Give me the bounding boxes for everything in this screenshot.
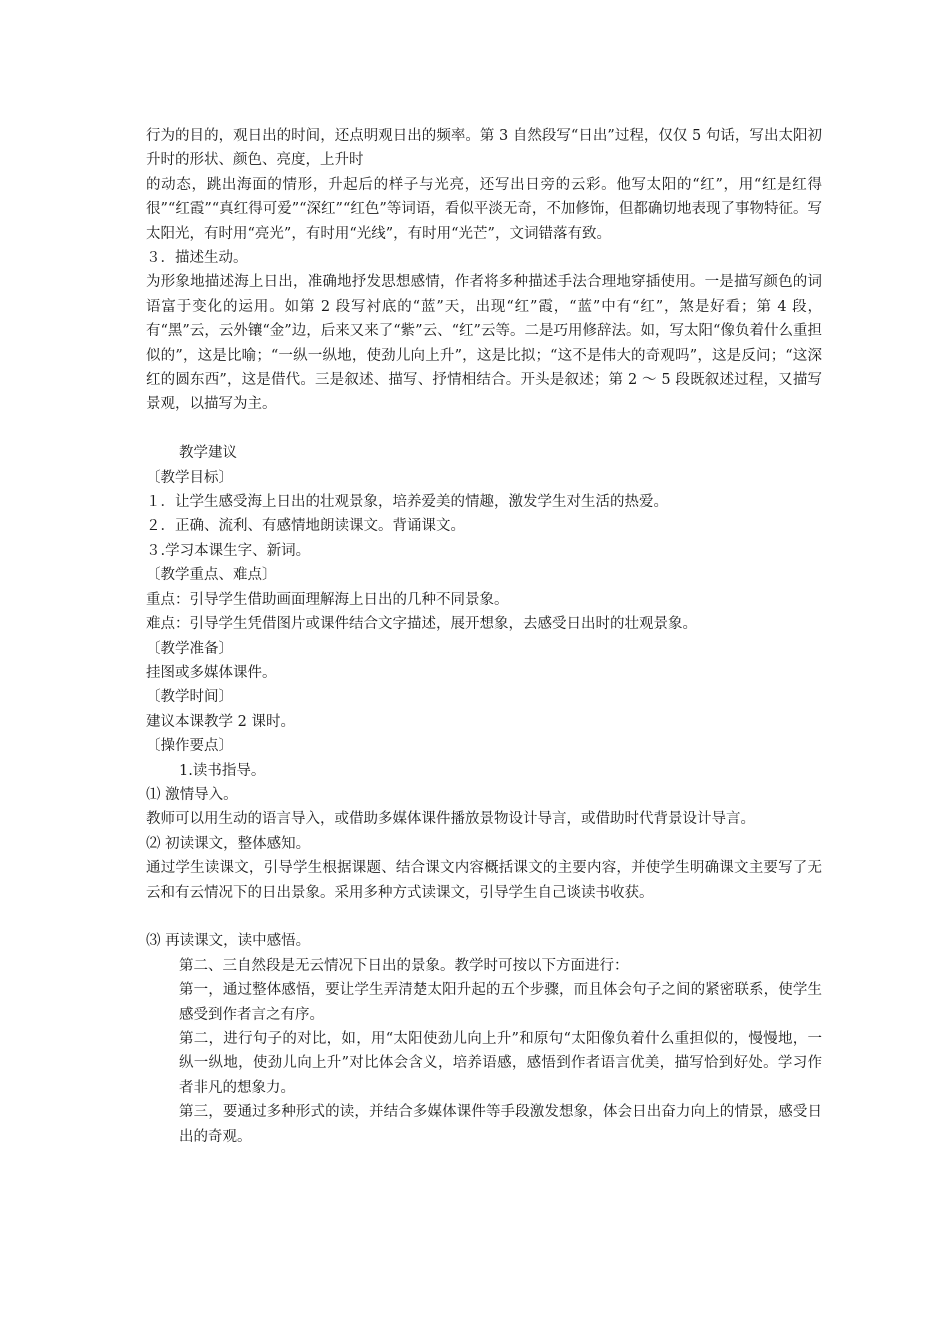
ops-more-item: 第三，要通过多种形式的读，并结合多媒体课件等手段激发想象，体会日出奋力向上的情景，感受日出的奇观。 <box>179 1104 822 1145</box>
ops-item: ⑵ 初读课文，整体感知。 <box>146 835 311 852</box>
ops-heading: 〔操作要点〕 <box>146 738 233 755</box>
ops-more-item: 第一，通过整体感悟，要让学生弄清楚太阳升起的五个步骤，而且体会句子之间的紧密联系，使学生感受到作者言之有序。 <box>179 982 822 1023</box>
ops-title: 1.读书指导。 <box>179 762 266 779</box>
ops-more-heading: ⑶ 再读课文，读中感悟。 <box>146 933 311 950</box>
ops-item: 教师可以用生动的语言导入，或借助多媒体课件播放景物设计导言，或借助时代背景设计导言。 <box>146 811 755 828</box>
keypoint-item: 重点：引导学生借助画面理解海上日出的几种不同景象。 <box>146 591 509 608</box>
spacer <box>146 417 822 441</box>
document-page <box>146 124 822 1149</box>
ops-item: 通过学生读课文，引导学生根据课题、结合课文内容概括课文的主要内容，并使学生明确课文主要写了无云和有云情况下的日出景象。采用多种方式读课文，引导学生自己谈读书收获。 <box>146 860 822 901</box>
goal-item: ２．正确、流利、有感情地朗读课文。背诵课文。 <box>146 518 465 535</box>
paragraph-1: 行为的目的，观日出的时间，还点明观日出的频率。第 3 自然段写“日出”过程，仅仅 5 句话，写出太阳初升时的形状、颜色、亮度，上升时 <box>146 128 822 169</box>
goal-item: １．让学生感受海上日出的壮观景象，培养爱美的情趣，激发学生对生活的热爱。 <box>146 494 668 511</box>
keypoint-item: 难点：引导学生凭借图片或课件结合文字描述，展开想象，去感受日出时的壮观景象。 <box>146 616 697 633</box>
time-text: 建议本课教学 2 课时。 <box>146 713 295 730</box>
prep-text: 挂图或多媒体课件。 <box>146 664 277 681</box>
spacer <box>146 905 822 929</box>
ops-more-item: 第二，进行句子的对比，如，用“太阳使劲儿向上升”和原句“太阳像负着什么重担似的，慢慢地，一纵一纵地，使劲儿向上升”对比体会含义，培养语感，感悟到作者语言优美，描写恰到好处。学习作者非凡的想象力。 <box>179 1031 822 1096</box>
ops-item: ⑴ 激情导入。 <box>146 786 238 803</box>
paragraph-2: 的动态，跳出海面的情形，升起后的样子与光亮，还写出日旁的云彩。他写太阳的“红”，用“红是红得很”“红霞”“真红得可爱”“深红”“红色”等词语，看似平淡无奇，不加修饰，但都确切地表现了事物特征。写太阳光，有时用“亮光”，有时用“光线”，有时用“光芒”，文词错落有致。 <box>146 176 822 242</box>
paragraph-3: 为形象地描述海上日出，准确地抒发思想感情，作者将多种描述手法合理地穿插使用。一是描写颜色的词语富于变化的运用。如第 2 段写衬底的“蓝”天，出现“红”霞，“蓝”中有“红”，煞是好看；第 4 段，有“黑”云，云外镶“金”边，后来又来了“紫”云、“红”云等。二是巧用修辞法。如，写太阳“像负着什么重担似的”，这是比喻；“一纵一纵地，使劲儿向上升”，这是比拟；“这不是伟大的奇观吗”，这是反问；“这深红的圆东西”，这是借代。三是叙述、描写、抒情相结合。开头是叙述；第 2 ～ 5 段既叙述过程，又描写景观，以描写为主。 <box>146 274 822 413</box>
list-item-describe-vivid: ３．描述生动。 <box>146 250 248 267</box>
keypoints-heading: 〔教学重点、难点〕 <box>146 567 277 584</box>
ops-more-item: 第二、三自然段是无云情况下日出的景象。教学时可按以下方面进行： <box>179 957 629 974</box>
time-heading: 〔教学时间〕 <box>146 689 233 706</box>
prep-heading: 〔教学准备〕 <box>146 640 233 657</box>
goals-heading: 〔教学目标〕 <box>146 469 233 486</box>
section-title: 教学建议 <box>179 445 237 462</box>
goal-item: ３.学习本课生字、新词。 <box>146 542 311 559</box>
